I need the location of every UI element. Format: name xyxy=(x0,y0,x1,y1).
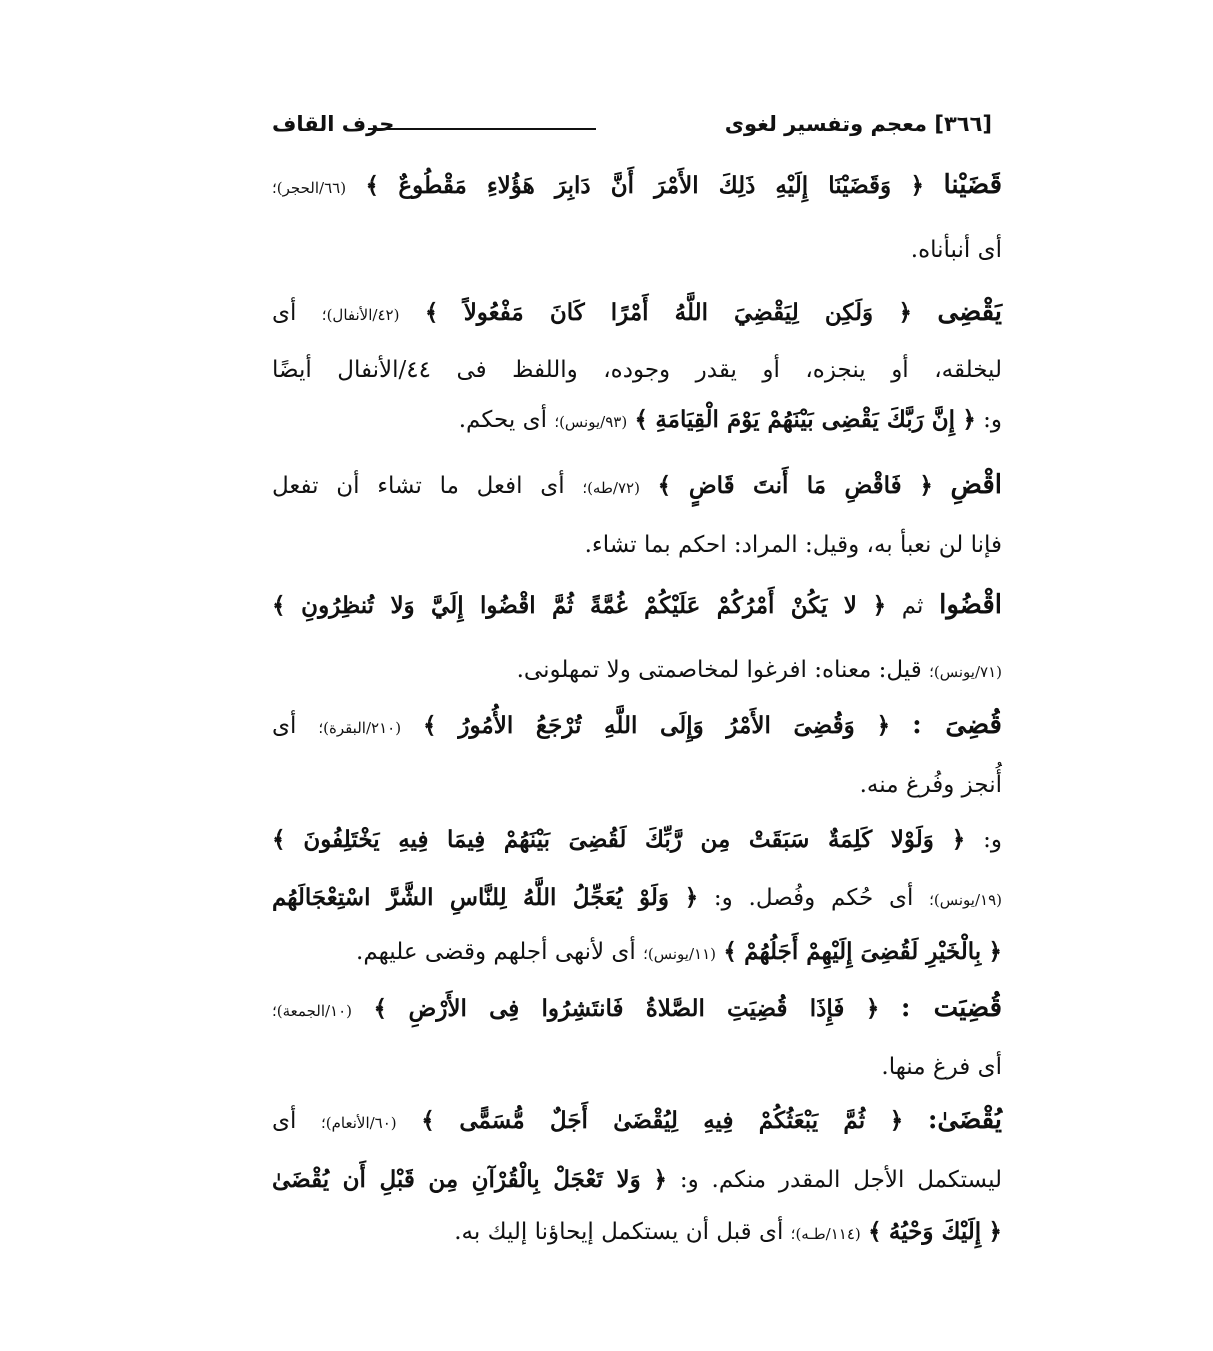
text-line xyxy=(272,765,1002,805)
text-line xyxy=(272,292,1002,332)
text-line xyxy=(272,988,1002,1028)
headword: اقْضِ xyxy=(950,470,1003,500)
verse-reference: (١١٤/طـه)؛ xyxy=(790,1225,861,1243)
quran-verse: إِلَيْكَ وَحْيُهُ xyxy=(888,1218,982,1245)
quran-verse: بِالْخَيْرِ لَقُضِىَ إِلَيْهِمْ أَجَلُهُمْ xyxy=(744,938,982,965)
quran-bracket-open: ﴿ xyxy=(872,592,887,619)
running-title xyxy=(725,112,992,136)
quran-bracket-close: ﴾ xyxy=(421,1107,435,1134)
text-line xyxy=(272,350,1002,390)
quran-bracket-open: ﴿ xyxy=(876,712,891,739)
connector-text: و: xyxy=(983,407,1002,433)
quran-bracket-close: ﴾ xyxy=(424,299,439,326)
quran-verse: إِنَّ رَبَّكَ يَقْضِى بَيْنَهُمْ يَوْمَ الْقِيَامَةِ xyxy=(655,406,956,433)
text-line xyxy=(272,878,1002,918)
verse-reference: (٦٠/الأنعام)؛ xyxy=(321,1114,397,1132)
text-line xyxy=(272,465,1002,505)
header-rule xyxy=(368,128,596,130)
explanation-text: فإنا لن نعبأ به، وقيل: المراد: احكم بما تشاء. xyxy=(584,532,1002,558)
text-line xyxy=(272,585,1002,625)
explanation-text: أى حُكم وفُصل. و: xyxy=(713,885,914,911)
verse-reference: (١٩/يونس)؛ xyxy=(929,891,1002,909)
page-header xyxy=(270,108,992,144)
quran-bracket-close: ﴾ xyxy=(723,938,737,965)
text-line xyxy=(272,230,1002,270)
explanation-text: قيل: معناه: افرغوا لمخاصمتى ولا تمهلونى. xyxy=(516,657,922,683)
quran-bracket-open: ﴿ xyxy=(962,406,976,433)
explanation-text: أى أنبأناه. xyxy=(910,237,1002,263)
verse-reference: (٦٦/الحجر)؛ xyxy=(272,179,347,197)
explanation-text: أى xyxy=(272,300,297,326)
text-line xyxy=(272,165,1002,205)
quran-bracket-close: ﴾ xyxy=(634,406,648,433)
text-line xyxy=(272,932,1002,972)
section-title: حرف القاف xyxy=(272,112,395,136)
quran-verse: وَقَضَيْنَا إِلَيْهِ ذَلِكَ الأَمْرَ أَنَّ دَابِرَ هَؤُلاءِ مَقْطُوعٌ xyxy=(398,172,892,199)
quran-bracket-open: ﴿ xyxy=(988,938,1002,965)
text-line xyxy=(272,1047,1002,1087)
text-line xyxy=(272,650,1002,690)
verse-reference: (١١/يونس)؛ xyxy=(643,945,717,963)
quran-verse: فَإِذَا قُضِيَتِ الصَّلاةُ فَانتَشِرُوا فِى الأَرْضِ xyxy=(408,995,845,1022)
text-line xyxy=(272,1212,1002,1252)
headword: يُقْضَىٰ: xyxy=(927,1105,1003,1135)
explanation-text: أى لأنهى أجلهم وقضى عليهم. xyxy=(356,939,636,965)
quran-bracket-close: ﴾ xyxy=(272,826,286,853)
headword: اقْضُوا xyxy=(939,590,1003,620)
explanation-text: أى يحكم. xyxy=(458,407,547,433)
headword: قَضَيْنا xyxy=(943,170,1003,200)
quran-verse: وَلا تَعْجَلْ بِالْقُرْآنِ مِن قَبْلِ أَن يُقْضَىٰ xyxy=(272,1166,641,1193)
explanation-text: ليستكمل الأجل المقدر منكم. و: xyxy=(679,1167,1003,1193)
text-line xyxy=(272,820,1002,860)
quran-bracket-close: ﴾ xyxy=(868,1218,882,1245)
text-line xyxy=(272,525,1002,565)
connector-text: ثم xyxy=(901,593,924,619)
text-line xyxy=(272,400,1002,440)
quran-bracket-close: ﴾ xyxy=(422,712,437,739)
verse-reference: (٧٢/طه)؛ xyxy=(582,479,640,497)
quran-verse: وَلَكِن لِيَقْضِيَ اللَّهُ أَمْرًا كَانَ مَفْعُولاً xyxy=(463,299,874,326)
headword: قُضِىَ : xyxy=(912,710,1002,740)
quran-verse: وَقُضِىَ الأَمْرُ وَإِلَى اللَّهِ تُرْجَعُ الأُمُورُ xyxy=(458,712,855,739)
book-title: معجم وتفسير لغوى xyxy=(724,112,928,136)
quran-bracket-open: ﴿ xyxy=(653,1166,668,1193)
text-line xyxy=(272,1160,1002,1200)
headword: يَقْضِى xyxy=(937,297,1003,327)
page-number: [٣٦٦] xyxy=(934,112,992,136)
text-line xyxy=(272,1100,1002,1140)
verse-reference: (٤٢/الأنفال)؛ xyxy=(321,306,400,324)
quran-bracket-open: ﴿ xyxy=(898,299,913,326)
quran-bracket-close: ﴾ xyxy=(272,592,286,619)
quran-bracket-open: ﴿ xyxy=(910,172,925,199)
explanation-text: ليخلقه، أو ينجزه، أو يقدر وجوده، واللفظ فى ٤٤/الأنفال أيضًا xyxy=(272,357,1002,383)
quran-verse: ثُمَّ يَبْعَثُكُمْ فِيهِ لِيُقْضَىٰ أَجَلٌ مُّسَمًّى xyxy=(459,1107,866,1134)
verse-reference: (٧١/يونس)؛ xyxy=(929,663,1002,681)
explanation-text: أى xyxy=(272,1108,297,1134)
quran-bracket-open: ﴿ xyxy=(951,826,966,853)
explanation-text: أُنجز وفُرغ منه. xyxy=(859,772,1002,798)
explanation-text: أى قبل أن يستكمل إيحاؤنا إليك به. xyxy=(454,1219,784,1245)
headword: قُضِيَت : xyxy=(900,993,1002,1023)
quran-verse: وَلَوْلا كَلِمَةٌ سَبَقَتْ مِن رَّبِّكَ لَقُضِىَ بَيْنَهُمْ فِيمَا فِيهِ يَخْتَلِفُونَ xyxy=(303,826,934,853)
quran-bracket-close: ﴾ xyxy=(657,472,672,499)
explanation-text: أى افعل ما تشاء أن تفعل xyxy=(272,473,565,499)
quran-bracket-open: ﴿ xyxy=(919,472,933,499)
quran-verse: فَاقْضِ مَا أَنتَ قَاضٍ xyxy=(688,472,902,499)
quran-bracket-close: ﴾ xyxy=(373,995,388,1022)
quran-bracket-open: ﴿ xyxy=(865,995,880,1022)
quran-bracket-open: ﴿ xyxy=(684,884,699,911)
quran-bracket-close: ﴾ xyxy=(365,172,379,199)
quran-bracket-open: ﴿ xyxy=(889,1107,904,1134)
quran-verse: وَلَوْ يُعَجِّلُ اللَّهُ لِلنَّاسِ الشَّرَّ اسْتِعْجَالَهُم xyxy=(272,884,669,911)
connector-text: و: xyxy=(983,827,1003,853)
explanation-text: أى xyxy=(272,713,297,739)
verse-reference: (٢١٠/البقرة)؛ xyxy=(318,719,402,737)
text-line xyxy=(272,705,1002,745)
quran-bracket-open: ﴿ xyxy=(988,1218,1002,1245)
explanation-text: أى فرغ منها. xyxy=(881,1054,1002,1080)
verse-reference: (١٠/الجمعة)؛ xyxy=(272,1002,353,1020)
quran-verse: لا يَكُنْ أَمْرُكُمْ عَلَيْكُمْ غُمَّةً ثُمَّ اقْضُوا إِلَيَّ وَلا تُنظِرُونِ xyxy=(301,592,857,619)
verse-reference: (٩٣/يونس)؛ xyxy=(554,413,628,431)
